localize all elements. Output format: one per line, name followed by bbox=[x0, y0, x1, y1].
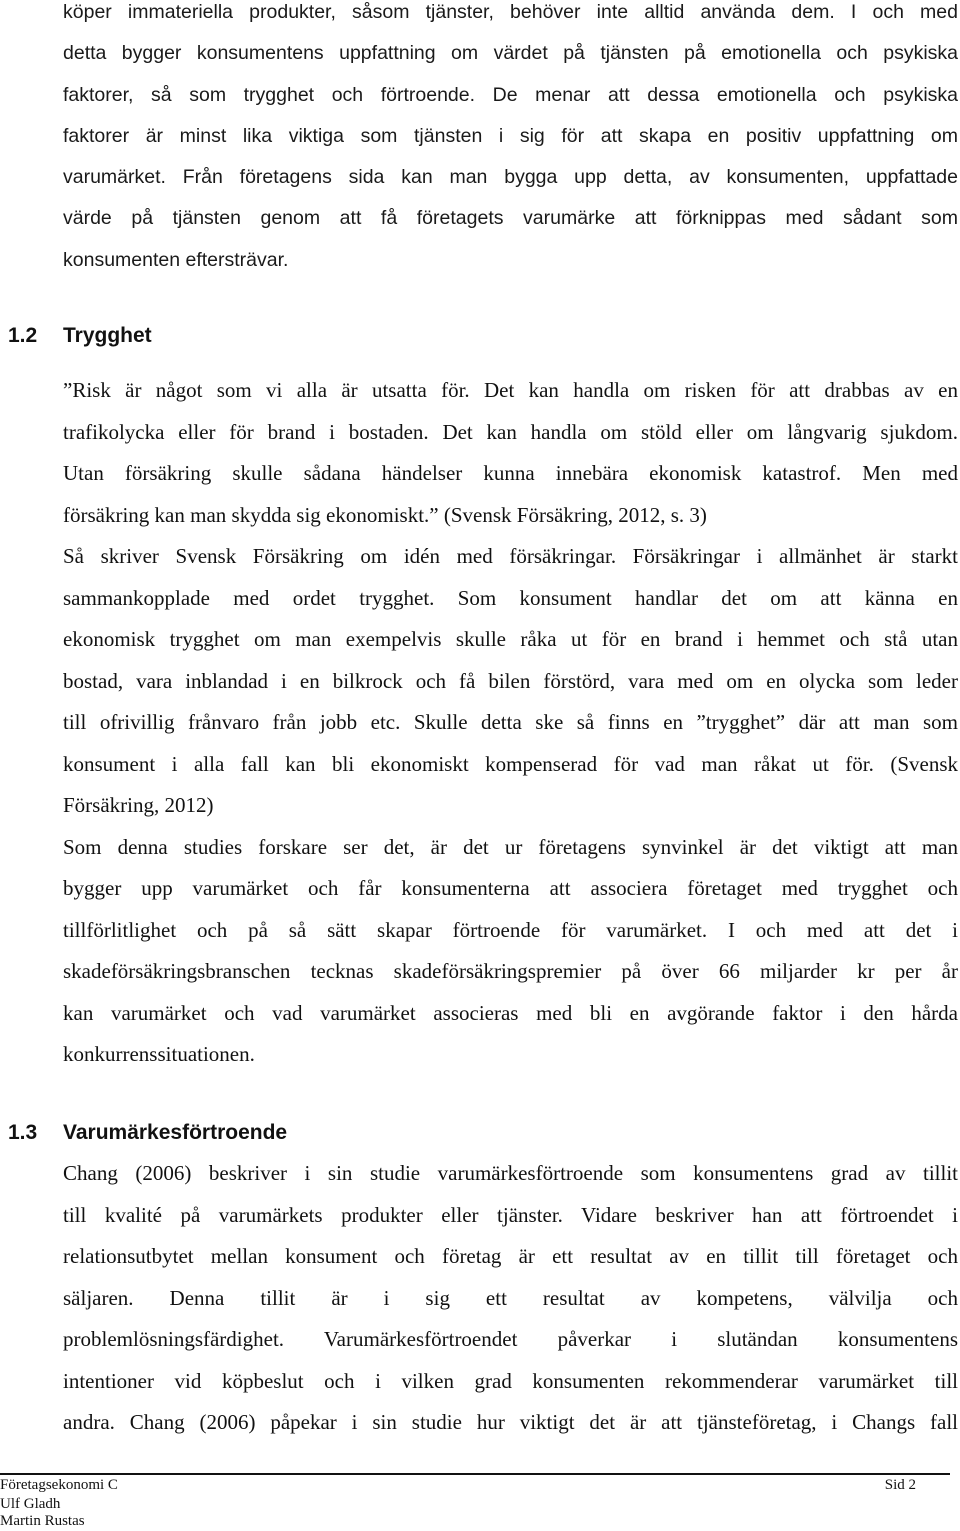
text-line: Chang (2006) beskriver i sin studie varumärkesförtroende som konsumentens grad av tillit bbox=[63, 1161, 958, 1185]
footer-rule bbox=[0, 1473, 950, 1475]
text-line: andra. Chang (2006) påpekar i sin studie hur viktigt det är att tjänsteföretag, i Changs fall bbox=[63, 1410, 958, 1434]
text-line: konkurrenssituationen. bbox=[63, 1042, 255, 1066]
text-line: skadeförsäkringsbranschen tecknas skadeförsäkringspremier på över 66 miljarder kr per år bbox=[63, 959, 958, 983]
text-line: köper immateriella produkter, såsom tjänster, behöver inte alltid använda dem. I och med bbox=[63, 1, 958, 23]
text-line: Så skriver Svensk Försäkring om idén med försäkringar. Försäkringar i allmänhet är starkt bbox=[63, 544, 958, 568]
text-line: konsument i alla fall kan bli ekonomiskt kompenserad för vad man råkat ut för. (Svensk bbox=[63, 751, 958, 776]
section-heading-varumarkesfortroende bbox=[8, 1121, 287, 1145]
text-line: till ofrivillig frånvaro från jobb etc. Skulle detta ske så finns en ”trygghet” där att man som bbox=[63, 710, 958, 734]
text-line: problemlösningsfärdighet. Varumärkesförtroendet påverkar i slutändan konsumentens bbox=[63, 1327, 958, 1351]
text-line: till kvalité på varumärkets produkter eller tjänster. Vidare beskriver han att förtroendet i bbox=[63, 1202, 958, 1227]
text-line: ekonomisk trygghet om man exempelvis skulle råka ut för en brand i hemmet och stå utan bbox=[63, 627, 958, 651]
trygghet-body bbox=[63, 370, 958, 1076]
text-line: bygger upp varumärket och får konsumenterna att associera företaget med trygghet och bbox=[63, 876, 958, 900]
varumarkesfortroende-body bbox=[63, 1153, 958, 1444]
text-line: trafikolycka eller för brand i bostaden. Det kan handla om stöld eller om långvarig sjukdom. bbox=[63, 419, 958, 444]
text-line: kan varumärket och vad varumärket associeras med bli en avgörande faktor i den hårda bbox=[63, 1000, 958, 1025]
text-line: intentioner vid köpbeslut och i vilken grad konsumenten rekommenderar varumärket till bbox=[63, 1368, 958, 1393]
text-line: värde på tjänsten genom att få företagets varumärke att förknippas med sådant som bbox=[63, 207, 958, 230]
intro-paragraph bbox=[63, 0, 958, 281]
text-line: försäkring kan man skydda sig ekonomiskt.” (Svensk Försäkring, 2012, s. 3) bbox=[63, 502, 707, 527]
section-heading-trygghet bbox=[8, 324, 152, 348]
section-title: Trygghet bbox=[63, 324, 152, 347]
text-line: faktorer, så som trygghet och förtroende. De menar att dessa emotionella och psykiska bbox=[63, 83, 958, 106]
text-line: Som denna studies forskare ser det, är det ur företagens synvinkel är det viktigt att man bbox=[63, 834, 958, 859]
text-line: relationsutbytet mellan konsument och företag är ett resultat av en tillit till företaget och bbox=[63, 1244, 958, 1268]
footer-page-number: Sid 2 bbox=[884, 1477, 916, 1493]
text-line: Försäkring, 2012) bbox=[63, 793, 214, 817]
text-line: tillförlitlighet och på så sätt skapar förtroende för varumärket. I och med att det i bbox=[63, 917, 958, 942]
footer-author: Ulf Gladh bbox=[0, 1496, 61, 1512]
text-line: konsumenten eftersträvar. bbox=[63, 248, 289, 271]
text-line: detta bygger konsumentens uppfattning om värdet på tjänsten på emotionella och psykiska bbox=[63, 42, 958, 65]
section-number: 1.3 bbox=[8, 1121, 38, 1144]
section-number: 1.2 bbox=[8, 324, 38, 347]
text-line: ”Risk är något som vi alla är utsatta för. Det kan handla om risken för att drabbas av en bbox=[63, 378, 958, 402]
text-line: sammankopplade med ordet trygghet. Som konsument handlar det om att känna en bbox=[63, 585, 958, 610]
section-title: Varumärkesförtroende bbox=[63, 1121, 288, 1144]
footer-author: Martin Rustas bbox=[0, 1513, 85, 1529]
footer-course: Företagsekonomi C bbox=[0, 1477, 118, 1493]
text-line: bostad, vara inblandad i en bilkrock och få bilen förstörd, vara med om en olycka som leder bbox=[63, 668, 958, 693]
text-line: varumärket. Från företagens sida kan man bygga upp detta, av konsumenten, uppfattade bbox=[63, 166, 958, 189]
text-line: säljaren. Denna tillit är i sig ett resultat av kompetens, välvilja och bbox=[63, 1285, 958, 1310]
text-line: faktorer är minst lika viktiga som tjänsten i sig för att skapa en positiv uppfattning om bbox=[63, 124, 958, 147]
text-line: Utan försäkring skulle sådana händelser kunna innebära ekonomisk katastrof. Men med bbox=[63, 461, 958, 485]
